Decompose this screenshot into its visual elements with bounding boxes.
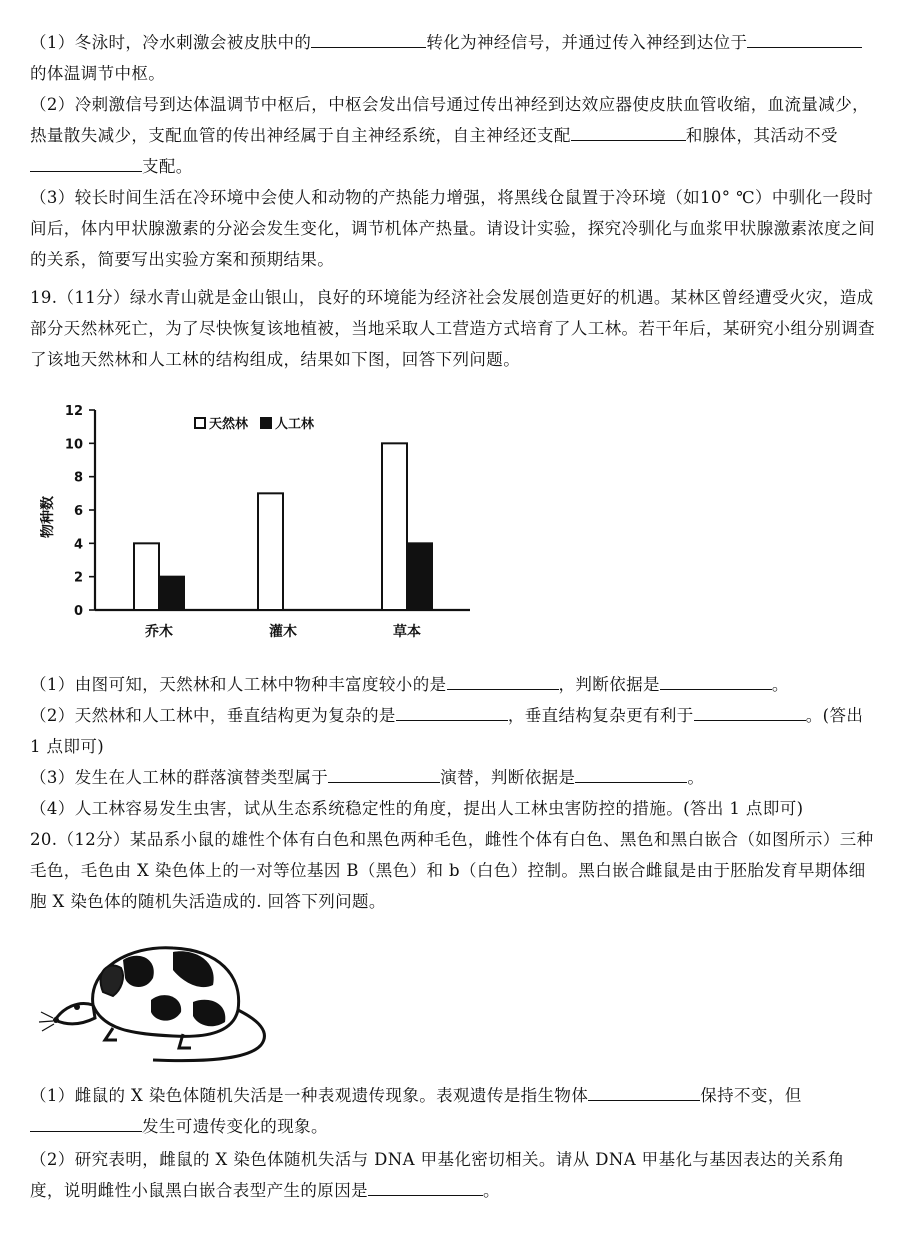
mouse-illustration (33, 930, 283, 1070)
answer-blank[interactable] (30, 153, 142, 172)
q19-part4: （4）人工林容易发生虫害，试从生态系统稳定性的角度，提出人工林虫害防控的措施。(答出 1 点即可) (30, 799, 804, 818)
chart-svg (40, 392, 480, 652)
y-axis-label: 物种数 (40, 496, 56, 538)
answer-blank[interactable] (694, 702, 806, 721)
x-tick-label: 灌木 (269, 624, 297, 640)
answer-blank[interactable] (660, 671, 772, 690)
q18-part2: （2）冷刺激信号到达体温调节中枢后，中枢会发出信号通过传出神经到达效应器使皮肤血管收缩，血流量减少，热量散失减少，支配血管的传出神经属于自主神经系统，自主神经还支配 和腺体，其活动不受支配。 (30, 95, 869, 176)
legend-swatch (195, 418, 205, 428)
answer-blank[interactable] (447, 671, 559, 690)
answer-blank[interactable] (396, 702, 508, 721)
y-tick-label: 10 (64, 437, 83, 453)
y-tick-label: 2 (73, 570, 83, 586)
q19-stem: 19.（11分）绿水青山就是金山银山，良好的环境能为经济社会发展创造更好的机遇。某林区曾经遭受火灾，造成部分天然林死亡，为了尽快恢复该地植被，当地采取人工营造方式培育了人工林。若干年后，某研究小组分别调查了该地天然林和人工林的结构组成，结果如下图，回答下列问题。 (30, 288, 875, 369)
q18-part1: （1）冬泳时，冷水刺激会被皮肤中的 转化为神经信号，并通过传入神经到达位于 的体温调节中枢。 (30, 27, 876, 89)
x-tick-label: 草本 (393, 624, 421, 640)
answer-blank[interactable] (30, 1113, 142, 1132)
q19-part2: （2）天然林和人工林中，垂直结构更为复杂的是 ，垂直结构复杂更有利于 。(答出 1 点即可) (30, 700, 876, 762)
legend-label: 人工林 (275, 417, 315, 432)
bar-planted-2 (407, 543, 432, 610)
q20-part1: （1）雌鼠的 X 染色体随机失活是一种表观遗传现象。表观遗传是指生物体 保持不变，但 发生可遗传变化的现象。 (30, 1080, 876, 1142)
y-tick-label: 6 (73, 504, 83, 519)
answer-blank[interactable] (575, 764, 687, 783)
answer-blank[interactable] (588, 1082, 700, 1101)
bar-natural-1 (258, 493, 283, 610)
mouse-icon (33, 930, 283, 1070)
answer-blank[interactable] (311, 29, 426, 48)
q18-part3: （3）较长时间生活在冷环境中会使人和动物的产热能力增强，将黑线仓鼠置于冷环境（如10° ℃）中驯化一段时间后，体内甲状腺激素的分泌会发生变化，调节机体产热量。请设计实验，探究冷驯化与血浆甲状腺激素浓度之间的关系，简要写出实验方案和预期结果。 (30, 188, 875, 269)
legend-swatch (261, 418, 271, 428)
q19-part1: （1）由图可知，天然林和人工林中物种丰富度较小的是 ，判断依据是 。 (30, 669, 876, 700)
bar-natural-2 (382, 443, 407, 610)
q20-part2: （2）研究表明，雌鼠的 X 染色体随机失活与 DNA 甲基化密切相关。请从 DNA 甲基化与基因表达的关系角度，说明雌性小鼠黑白嵌合表型产生的原因是 。 (30, 1150, 845, 1200)
y-tick-label: 8 (73, 470, 83, 486)
y-tick-label: 4 (73, 537, 83, 553)
y-tick-label: 0 (73, 604, 83, 619)
answer-blank[interactable] (747, 29, 862, 48)
bar-natural-0 (134, 543, 159, 610)
answer-blank[interactable] (368, 1177, 483, 1196)
answer-blank[interactable] (328, 764, 440, 783)
q19-part3: （3）发生在人工林的群落演替类型属于 演替，判断依据是 。 (30, 762, 876, 793)
bar-planted-0 (159, 577, 184, 610)
y-tick-label: 12 (64, 404, 83, 419)
x-tick-label: 乔木 (145, 624, 173, 640)
legend-label: 天然林 (209, 417, 249, 432)
q20-stem: 20.（12分）某品系小鼠的雄性个体有白色和黑色两种毛色，雌性个体有白色、黑色和黑白嵌合（如图所示）三种毛色，毛色由 X 染色体上的一对等位基因 B（黑色）和 b（白色）控制。黑白嵌合雌鼠是由于胚胎发育早期体细胞 X 染色体的随机失活造成的. 回答下列问题。 (30, 830, 874, 911)
answer-blank[interactable] (571, 122, 686, 141)
species-bar-chart (40, 392, 480, 652)
